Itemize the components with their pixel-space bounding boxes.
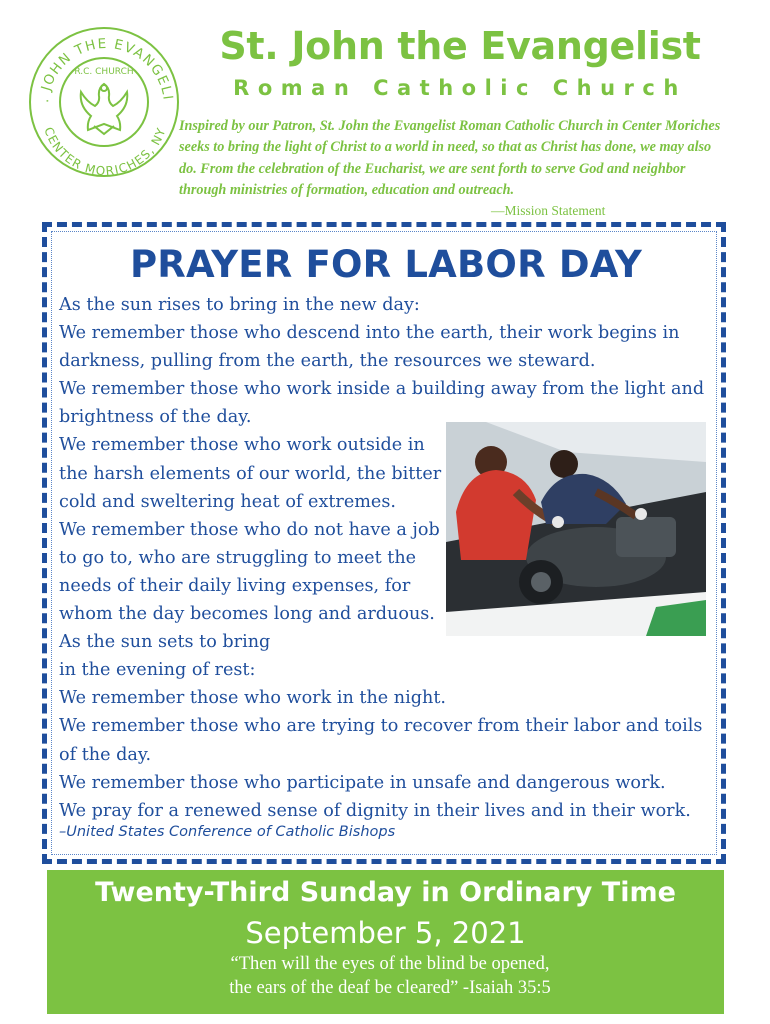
prayer-line: We remember those who work outside in: [59, 435, 425, 456]
prayer-line: darkness, pulling from the earth, the resources we steward.: [59, 351, 596, 372]
prayer-line: the harsh elements of our world, the bitter: [59, 463, 442, 484]
prayer-title: PRAYER FOR LABOR DAY: [129, 243, 643, 286]
prayer-line: brightness of the day.: [59, 407, 252, 428]
seal-graphic: [28, 26, 180, 178]
svg-text:ST. JOHN THE EVANGELIST: [28, 26, 176, 103]
prayer-line: cold and sweltering heat of extremes.: [59, 491, 396, 512]
mission-credit: —Mission Statement: [491, 203, 606, 218]
prayer-line: in the evening of rest:: [59, 660, 256, 681]
seal-top-text: . JOHN THE EVANGELI: [36, 35, 176, 104]
prayer-line: needs of their daily living expenses, for: [59, 575, 411, 596]
mission-statement: Inspired by our Patron, St. John the Evangelist Roman Catholic Church in Center Moriches seeks to bring the light of Christ to a world in need, so that as Christ has done, we may also do. From the celebration of the Eucharist, we are sent forth to serve God and neighbor through ministries of formation, education and outreach.: [179, 118, 721, 199]
verse-line: the ears of the deaf be cleared” -Isaiah 35:5: [229, 978, 551, 998]
eagle-icon: [81, 84, 128, 134]
prayer-line: We remember those who participate in unsafe and dangerous work.: [59, 772, 666, 793]
prayer-text: [59, 291, 714, 825]
seal-bottom-text: CENTER MORICHES, NY: [41, 125, 169, 178]
prayer-line: We remember those who do not have a job: [59, 519, 440, 540]
sunday-title: Twenty-Third Sunday in Ordinary Time: [95, 877, 676, 908]
prayer-line: to go to, who are struggling to meet the: [59, 547, 417, 568]
prayer-line: whom the day becomes long and arduous.: [59, 604, 435, 625]
seal-inner-text: R.C. CHURCH: [74, 67, 134, 77]
prayer-line: We remember those who descend into the earth, their work begins in: [59, 323, 680, 344]
verse-line: “Then will the eyes of the blind be opened,: [230, 954, 550, 974]
church-subtitle: Roman Catholic Church: [233, 76, 687, 100]
scripture-verse: [140, 952, 640, 1000]
sunday-date: September 5, 2021: [245, 916, 526, 950]
church-seal: [28, 26, 180, 178]
prayer-line: We remember those who are trying to recover from their labor and toils: [59, 716, 703, 737]
prayer-line: As the sun sets to bring: [59, 632, 271, 653]
church-name: St. John the Evangelist: [219, 24, 701, 68]
prayer-line: We remember those who work in the night.: [59, 688, 447, 709]
prayer-line: We pray for a renewed sense of dignity in their lives and in their work.: [59, 800, 691, 821]
prayer-line: We remember those who work inside a building away from the light and: [59, 379, 705, 400]
prayer-attribution: –United States Conference of Catholic Bishops: [59, 824, 396, 840]
prayer-line: of the day.: [59, 744, 152, 765]
prayer-line: As the sun rises to bring in the new day:: [59, 295, 420, 315]
